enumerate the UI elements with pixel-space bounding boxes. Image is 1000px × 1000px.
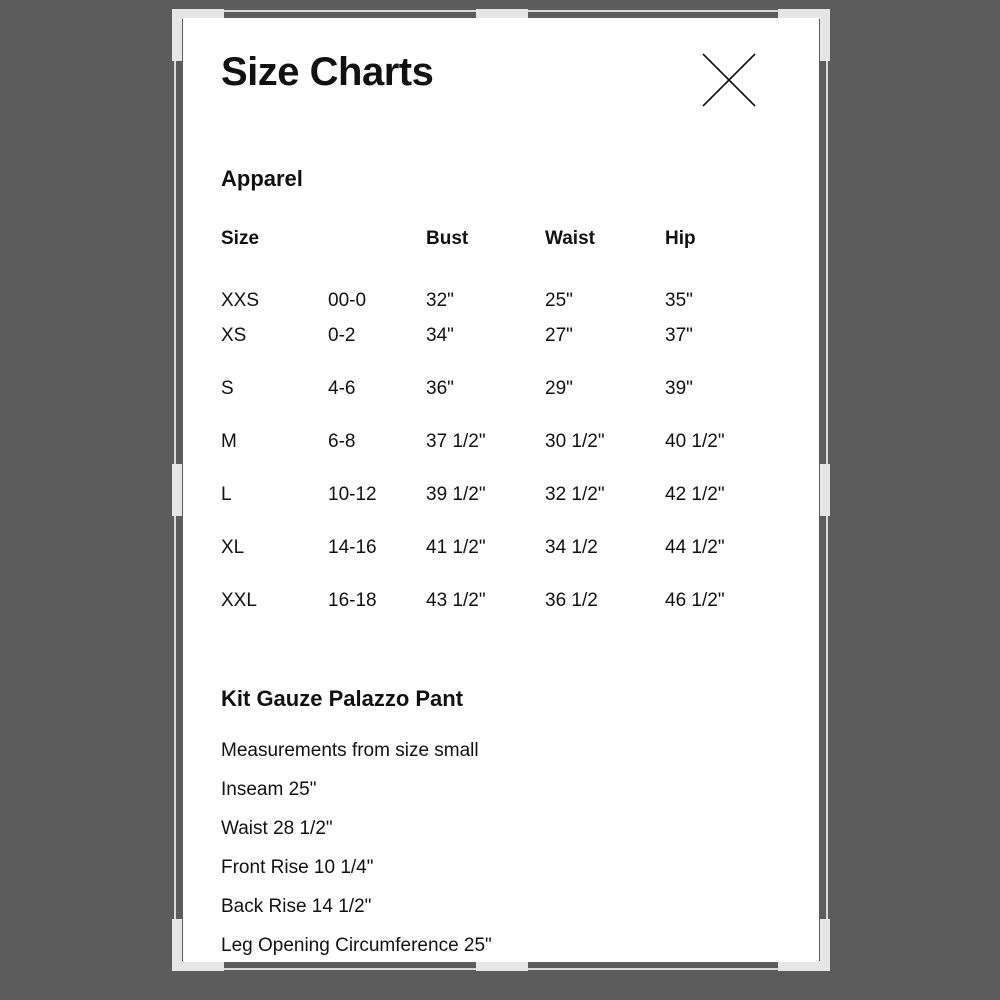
column-header-bust: Bust <box>426 228 469 249</box>
table-row <box>221 484 785 537</box>
crop-handle-bottom-right[interactable] <box>820 919 830 971</box>
table-row <box>221 431 785 484</box>
kit-gauze-palazzo-pant-heading: Kit Gauze Palazzo Pant <box>221 686 464 711</box>
table-row <box>221 378 785 431</box>
column-header-waist: Waist <box>545 228 595 249</box>
size-charts-modal <box>183 18 819 962</box>
cell-numeric-size: 16-18 <box>328 590 377 611</box>
column-header-numeric-size <box>328 228 426 272</box>
column-header-hip: Hip <box>665 228 696 249</box>
cell-size: XXL <box>221 590 257 611</box>
cell-bust: 43 1/2" <box>426 590 486 611</box>
cell-waist: 27" <box>545 325 573 346</box>
table-row <box>221 590 785 643</box>
cell-size: XS <box>221 325 247 346</box>
table-row <box>221 537 785 590</box>
cell-size: L <box>221 484 232 505</box>
cell-hip: 37" <box>665 325 693 346</box>
table-row <box>221 325 785 378</box>
cell-bust: 37 1/2" <box>426 431 486 452</box>
cell-hip: 40 1/2" <box>665 431 725 452</box>
cell-waist: 36 1/2 <box>545 590 598 611</box>
cell-size: M <box>221 431 237 452</box>
cell-waist: 34 1/2 <box>545 537 598 558</box>
cell-numeric-size: 00-0 <box>328 290 367 311</box>
cell-numeric-size: 4-6 <box>328 378 356 399</box>
cell-waist: 30 1/2" <box>545 431 605 452</box>
apparel-heading: Apparel <box>221 166 303 191</box>
cell-bust: 41 1/2" <box>426 537 486 558</box>
crop-handle-left[interactable] <box>172 464 182 516</box>
pant-measurements-list <box>221 740 492 962</box>
list-item: Inseam 25" <box>221 779 317 800</box>
cell-numeric-size: 6-8 <box>328 431 356 452</box>
cell-hip: 44 1/2" <box>665 537 725 558</box>
cell-hip: 46 1/2" <box>665 590 725 611</box>
crop-handle-bottom[interactable] <box>476 961 528 971</box>
apparel-size-table <box>221 228 785 643</box>
crop-handle-right[interactable] <box>820 464 830 516</box>
close-x-icon <box>701 52 757 108</box>
cell-bust: 36" <box>426 378 454 399</box>
column-header-size: Size <box>221 228 260 249</box>
table-header-row <box>221 228 785 272</box>
crop-handle-bottom-left[interactable] <box>172 919 182 971</box>
cell-size: XL <box>221 537 245 558</box>
modal-title: Size Charts <box>221 50 434 94</box>
cell-bust: 39 1/2" <box>426 484 486 505</box>
cell-waist: 32 1/2" <box>545 484 605 505</box>
cell-numeric-size: 14-16 <box>328 537 377 558</box>
cell-hip: 42 1/2" <box>665 484 725 505</box>
cell-numeric-size: 10-12 <box>328 484 377 505</box>
list-item: Leg Opening Circumference 25" <box>221 935 492 956</box>
cell-numeric-size: 0-2 <box>328 325 356 346</box>
table-row <box>221 272 785 325</box>
cell-size: S <box>221 378 234 399</box>
crop-handle-top-right[interactable] <box>820 9 830 61</box>
cell-hip: 39" <box>665 378 693 399</box>
cell-waist: 29" <box>545 378 573 399</box>
cell-hip: 35" <box>665 290 693 311</box>
list-item: Back Rise 14 1/2" <box>221 896 372 917</box>
cell-bust: 32" <box>426 290 454 311</box>
cell-size: XXS <box>221 290 260 311</box>
list-item: Waist 28 1/2" <box>221 818 333 839</box>
list-item: Front Rise 10 1/4" <box>221 857 374 878</box>
cell-bust: 34" <box>426 325 454 346</box>
crop-handle-top-left[interactable] <box>172 9 182 61</box>
close-button[interactable] <box>701 52 757 108</box>
list-item: Measurements from size small <box>221 740 479 761</box>
cell-waist: 25" <box>545 290 573 311</box>
